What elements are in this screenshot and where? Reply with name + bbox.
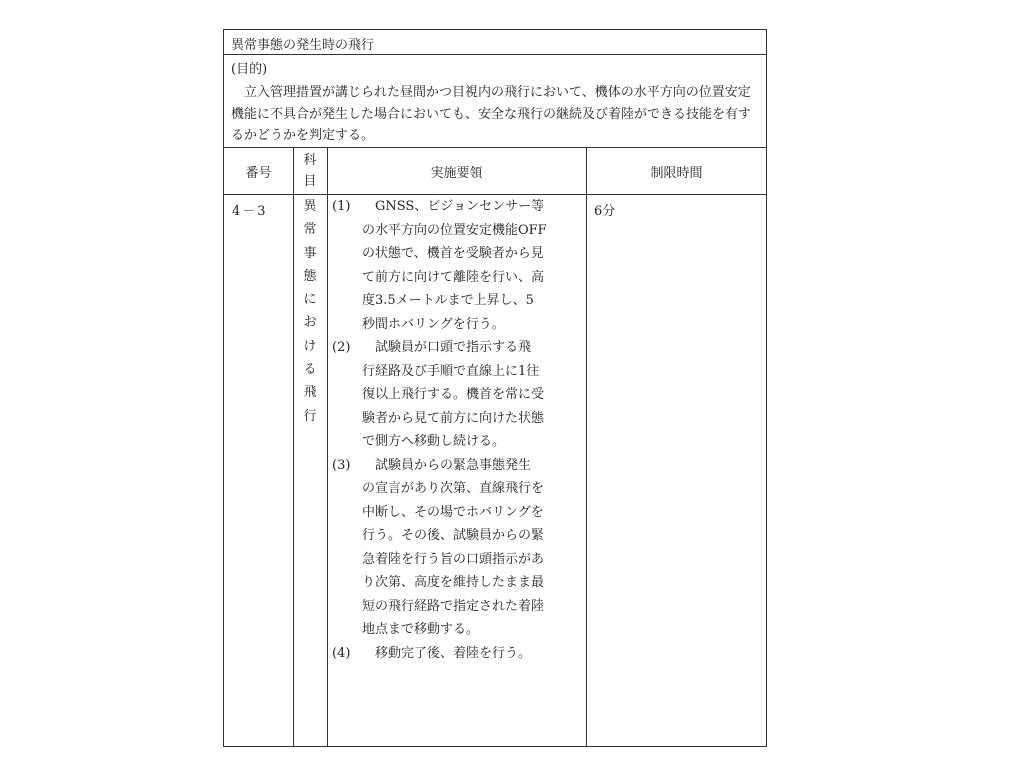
header-number: 番号 [245,165,272,181]
procedure-list [332,195,580,665]
procedure-item [332,336,580,454]
subject-char: 異 [303,199,317,214]
table-title-row [224,30,766,55]
subject-char: 行 [303,408,317,424]
subject-char: お [303,315,317,331]
header-time-limit: 制限時間 [650,165,703,181]
col-divider [327,148,328,746]
item-number: 4－3 [232,204,268,219]
procedure-number: (2) [332,340,351,355]
subject-char: 事 [303,245,317,261]
exam-spec-table [223,29,767,747]
subject-char: る [303,362,317,378]
procedure-number: (3) [332,457,351,473]
time-limit-value: 6分 [594,204,616,219]
subject-char: 常 [303,222,317,238]
header-procedure: 実施要領 [430,165,483,181]
col-divider [586,148,587,746]
purpose-section [224,55,766,148]
procedure-number: (4) [332,645,351,661]
item-subject [293,195,327,428]
procedure-text: 移動完了後、着陸を行う。 [362,645,532,661]
header-subject: 科 目 [303,153,317,189]
procedure-item [332,454,580,642]
subject-char: 飛 [303,385,317,401]
table-title: 異常事態の発生時の飛行 [231,38,375,53]
procedure-text: 試験員が口頭で指示する飛 行経路及び手順で直線上に1往 復以上飛行する。機首を常に受 験者から見て前方に向けた状態 で側方へ移動し続ける。 [362,340,545,449]
subject-char: に [303,292,317,308]
purpose-body: 立入管理措置が講じられた昼間かつ目視内の飛行において、機体の水平方向の位置安定機能に不具合が発生した場合においても、安全な飛行の継続及び着陸ができる技能を有するかどうかを判定する。 [231,85,752,143]
subject-char: 態 [303,268,317,284]
procedure-text: GNSS、ビジョンセンサー等 の水平方向の位置安定機能OFF の状態で、機首を受験者から見 て前方に向けて離陸を行い、高 度3.5メートルまで上昇し、5 秒間ホバリングを行う。 [362,199,547,332]
subject-char: け [303,338,317,354]
procedure-text: 試験員からの緊急事態発生 の宣言があり次第、直線飛行を 中断し、その場でホバリングを 行う。その後、試験員からの緊 急着陸を行う旨の口頭指示があ り次第、高度を維持したまま最 短の飛行経路で指定された着陸 地点まで移動する。 [362,457,545,637]
procedure-item [332,195,580,336]
purpose-heading: (目的) [231,62,268,77]
procedure-item [332,642,580,666]
procedure-number: (1) [332,199,351,214]
